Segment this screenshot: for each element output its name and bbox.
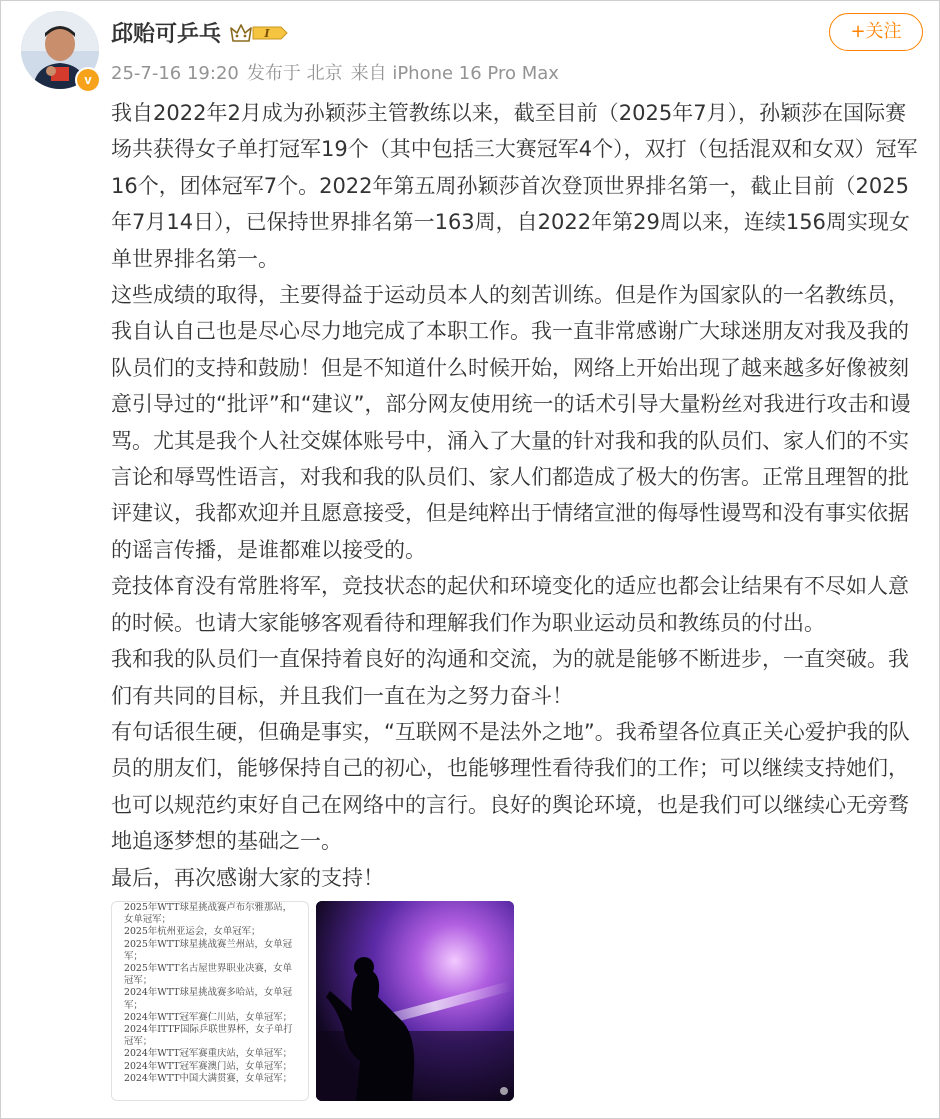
- list-image-line: 军；: [124, 999, 143, 1011]
- post-meta: [111, 59, 567, 85]
- paragraph: 最后，再次感谢大家的支持！: [111, 865, 384, 890]
- crown-icon: [229, 19, 289, 47]
- member-level-badge[interactable]: [229, 19, 289, 47]
- list-image-text: [124, 902, 293, 1085]
- list-image-line: 冠军；: [124, 1036, 153, 1048]
- username[interactable]: 邱贻可乒乓: [111, 22, 222, 47]
- list-image-line: 2024年ITTF国际乒联世界杯，女子单打: [124, 1024, 293, 1036]
- image-thumbnail-list[interactable]: [111, 901, 309, 1101]
- post-date[interactable]: 25-7-16 19:20: [111, 63, 239, 84]
- image-thumbnail-photo[interactable]: [316, 901, 514, 1101]
- list-image-line: 2024年WTT球星挑战赛多哈站，女单冠: [124, 987, 293, 999]
- list-image-line: 2024年WTT冠军赛重庆站，女单冠军；: [124, 1048, 293, 1060]
- list-image-line: 冠军；: [124, 975, 153, 987]
- list-image-line: 女单冠军；: [124, 914, 171, 926]
- list-image-line: 军；: [124, 950, 143, 962]
- verified-badge: v: [75, 67, 101, 93]
- list-image-line: 2024年WTT中国大满贯赛，女单冠军；: [124, 1072, 293, 1084]
- list-image-line: 2025年WTT名古屋世界职业决赛，女单: [124, 963, 293, 975]
- silhouette-photo-icon: [316, 901, 514, 1101]
- list-image-line: 2024年WTT冠军赛澳门站，女单冠军；: [124, 1060, 293, 1072]
- post-content: [111, 95, 923, 896]
- paragraph: 我和我的队员们一直保持着良好的沟通和交流，为的就是能够不断进步，一直突破。我们有共同的目标，并且我们一直在为之努力奋斗！: [111, 647, 909, 708]
- list-image-line: 2024年WTT冠军赛仁川站，女单冠军；: [124, 1011, 293, 1023]
- paragraph: 我自2022年2月成为孙颖莎主管教练以来，截至目前（2025年7月），孙颖莎在国际赛场共获得女子单打冠军19个（其中包括三大赛冠军4个），双打（包括混双和女双）冠军16个，团体冠军7个。2022年第五周孙颖莎首次登顶世界排名第一，截止目前（2025年7月14日），已保持世界排名第一163周，自2022年第29周以来，连续156周实现女单世界排名第一。: [111, 101, 918, 271]
- post-source: 来自 iPhone 16 Pro Max: [350, 63, 559, 84]
- weibo-post: [1, 1, 939, 1118]
- list-image-line: 2025年杭州亚运会，女单冠军；: [124, 926, 261, 938]
- level-text: I: [264, 27, 270, 40]
- paragraph: 竞技体育没有常胜将军，竞技状态的起伏和环境变化的适应也都会让结果有不尽如人意的时候。也请大家能够客观看待和理解我们作为职业运动员和教练员的付出。: [111, 574, 909, 635]
- list-image-line: 2025年WTT球星挑战赛兰州站，女单冠: [124, 938, 293, 950]
- post-location: 发布于 北京: [246, 63, 343, 84]
- paragraph: 有句话很生硬，但确是事实，“互联网不是法外之地”。我希望各位真正关心爱护我的队员的朋友们，能够保持自己的初心，也能够理性看待我们的工作；可以继续支持她们，也可以规范约束好自己在网络中的言行。良好的舆论环境，也是我们可以继续心无旁骛地追逐梦想的基础之一。: [111, 719, 910, 854]
- paragraph: 这些成绩的取得，主要得益于运动员本人的刻苦训练。但是作为国家队的一名教练员，我自认自己也是尽心尽力地完成了本职工作。我一直非常感谢广大球迷朋友对我及我的队员们的支持和鼓励！但是不知道什么时候开始，网络上开始出现了越来越多好像被刻意引导过的“批评”和“建议”，部分网友使用统一的话术引导大量粉丝对我进行攻击和谩骂。尤其是我个人社交媒体账号中，涌入了大量的针对我和我的队员们、家人们的不实言论和辱骂性语言，对我和我的队员们、家人们都造成了极大的伤害。正常且理智的批评建议，我都欢迎并且愿意接受，但是纯粹出于情绪宣泄的侮辱性谩骂和没有事实依据的谣言传播，是谁都难以接受的。: [111, 283, 911, 562]
- list-image-line: 2025年WTT球星挑战赛卢布尔雅那站，: [124, 902, 293, 913]
- follow-button[interactable]: +关注: [829, 13, 923, 51]
